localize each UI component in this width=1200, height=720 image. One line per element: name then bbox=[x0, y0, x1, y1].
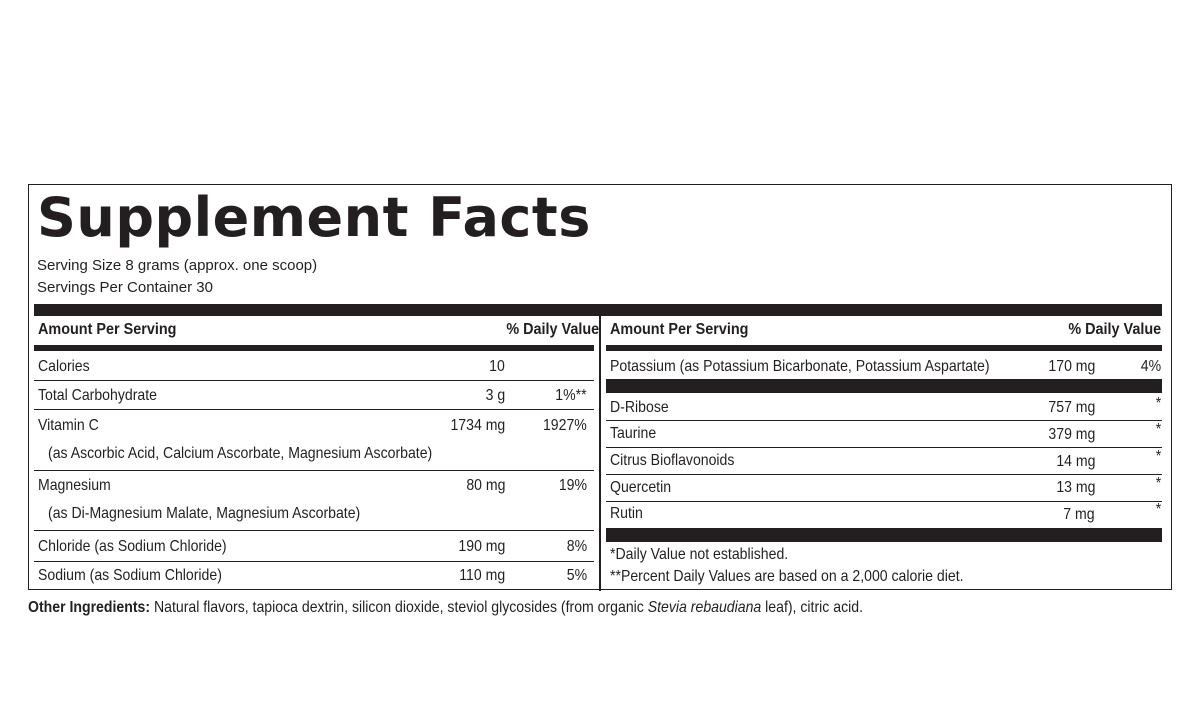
left-amount-header: Amount Per Serving bbox=[38, 321, 177, 338]
left-row-sub: (as Di-Magnesium Malate, Magnesium Ascorbate) bbox=[48, 505, 361, 522]
column-divider bbox=[599, 316, 601, 591]
top-thick-bar bbox=[34, 304, 1162, 316]
left-row-name: Vitamin C bbox=[38, 417, 99, 434]
right-row-name: Taurine bbox=[610, 425, 657, 442]
left-header-bar bbox=[34, 345, 594, 351]
footnote-dv-not-established: *Daily Value not established. bbox=[610, 546, 789, 563]
right-row-dv: 4% bbox=[1140, 358, 1161, 375]
other-ingredients-italic: Stevia rebaudiana bbox=[647, 599, 762, 616]
right-row-name: Quercetin bbox=[610, 479, 672, 496]
left-dv-header: % Daily Value bbox=[506, 321, 599, 338]
right-row-amount: 170 mg bbox=[1048, 358, 1095, 375]
left-row-divider bbox=[34, 380, 594, 381]
other-ingredients-text-before: Natural flavors, tapioca dextrin, silicon dioxide, steviol glycosides (from organic bbox=[150, 599, 648, 616]
right-row-name: Potassium (as Potassium Bicarbonate, Potassium Aspartate) bbox=[610, 358, 990, 375]
left-row-dv: 5% bbox=[566, 567, 587, 584]
right-row-name: Citrus Bioflavonoids bbox=[610, 452, 735, 469]
left-row-dv: 1927% bbox=[543, 417, 587, 434]
left-row-name: Total Carbohydrate bbox=[38, 387, 157, 404]
left-row-amount: 190 mg bbox=[458, 538, 505, 555]
left-row-dv: 19% bbox=[558, 477, 587, 494]
right-row-amount: 757 mg bbox=[1048, 399, 1095, 416]
serving-size: Serving Size 8 grams (approx. one scoop) bbox=[37, 257, 318, 274]
right-header-bar bbox=[606, 345, 1162, 351]
left-row-amount: 110 mg bbox=[459, 567, 505, 584]
right-mid-bar bbox=[606, 379, 1162, 393]
right-row-divider bbox=[606, 447, 1162, 448]
right-row-dv: * bbox=[1155, 421, 1161, 438]
left-row-sub: (as Ascorbic Acid, Calcium Ascorbate, Magnesium Ascorbate) bbox=[48, 445, 433, 462]
right-row-name: Rutin bbox=[610, 505, 643, 522]
other-ingredients bbox=[28, 597, 863, 619]
right-row-divider bbox=[606, 501, 1162, 502]
right-amount-header: Amount Per Serving bbox=[610, 321, 749, 338]
right-row-dv: * bbox=[1155, 395, 1161, 412]
right-row-dv: * bbox=[1155, 501, 1161, 518]
other-ingredients-text-after: leaf), citric acid. bbox=[761, 599, 863, 616]
right-row-divider bbox=[606, 474, 1162, 475]
panel-title: Supplement Facts bbox=[37, 186, 591, 249]
left-row-amount: 3 g bbox=[485, 387, 505, 404]
left-row-divider bbox=[34, 470, 594, 471]
right-row-amount: 7 mg bbox=[1063, 506, 1095, 523]
right-dv-header: % Daily Value bbox=[1068, 321, 1161, 338]
left-row-dv: 1%** bbox=[555, 387, 587, 404]
left-row-divider bbox=[34, 561, 594, 562]
servings-per-container: Servings Per Container 30 bbox=[37, 279, 213, 296]
left-row-name: Sodium (as Sodium Chloride) bbox=[38, 567, 222, 584]
right-row-amount: 14 mg bbox=[1055, 453, 1095, 470]
right-row-name: D-Ribose bbox=[610, 399, 669, 416]
left-row-amount: 10 bbox=[489, 358, 505, 375]
left-row-amount: 80 mg bbox=[465, 477, 505, 494]
left-row-divider bbox=[34, 409, 594, 410]
right-row-dv: * bbox=[1155, 448, 1161, 465]
right-row-divider bbox=[606, 420, 1162, 421]
left-row-amount: 1734 mg bbox=[450, 417, 505, 434]
left-row-divider bbox=[34, 530, 594, 531]
other-ingredients-label: Other Ingredients: bbox=[28, 599, 151, 616]
left-row-name: Calories bbox=[38, 358, 90, 375]
right-row-dv: * bbox=[1155, 475, 1161, 492]
right-row-amount: 13 mg bbox=[1055, 479, 1095, 496]
supplement-facts-panel bbox=[28, 184, 1172, 590]
right-row-amount: 379 mg bbox=[1048, 426, 1095, 443]
right-footnote-bar bbox=[606, 528, 1162, 542]
left-row-name: Magnesium bbox=[38, 477, 111, 494]
footnote-percent-dv: **Percent Daily Values are based on a 2,000 calorie diet. bbox=[610, 568, 964, 585]
left-row-name: Chloride (as Sodium Chloride) bbox=[38, 538, 227, 555]
left-row-dv: 8% bbox=[566, 538, 587, 555]
